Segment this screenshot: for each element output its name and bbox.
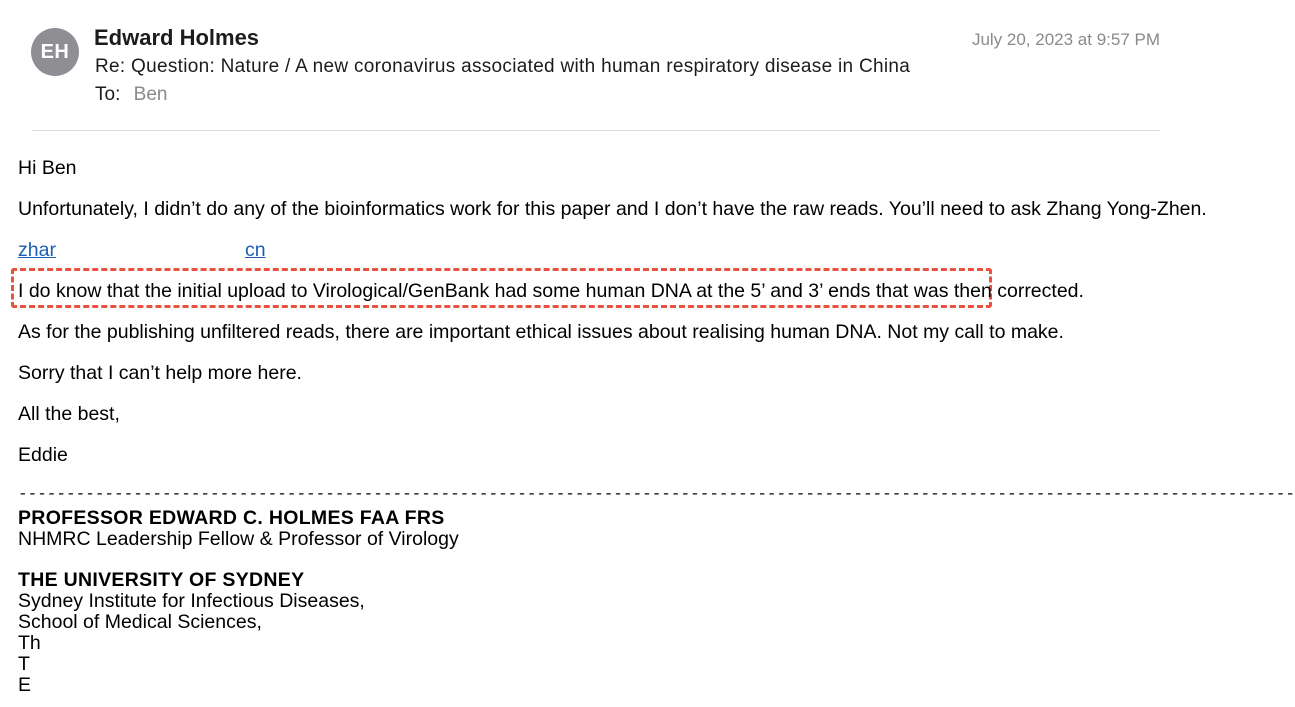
- body-paragraph: As for the publishing unfiltered reads, there are important ethical issues about realising human DNA. Not my call to make.: [18, 321, 1064, 343]
- signature-truncated-line: E: [18, 674, 32, 696]
- signature-title: NHMRC Leadership Fellow & Professor of Virology: [18, 528, 459, 550]
- to-label: To:: [95, 84, 121, 105]
- header-divider: [32, 130, 1160, 131]
- greeting: Hi Ben: [18, 157, 77, 179]
- signature-school: School of Medical Sciences,: [18, 611, 262, 633]
- signature-truncated-line: T: [18, 653, 30, 675]
- signature-separator: -------------------------------------------------------------------------------------------------------------------------------------: [18, 485, 1295, 503]
- signature-name: PROFESSOR EDWARD C. HOLMES FAA FRS: [18, 507, 445, 529]
- email-date: July 20, 2023 at 9:57 PM: [971, 30, 1160, 49]
- body-paragraph: Unfortunately, I didn’t do any of the bioinformatics work for this paper and I don’t have the raw reads. You’ll need to ask Zhang Yong-Zhen.: [18, 198, 1207, 220]
- email-link-domain[interactable]: cn: [245, 239, 266, 261]
- recipient-line: [95, 84, 167, 106]
- email-link-redacted[interactable]: zhar: [18, 239, 56, 261]
- closing: All the best,: [18, 403, 120, 425]
- signature-truncated-line: Th: [18, 632, 41, 654]
- body-paragraph: Sorry that I can’t help more here.: [18, 362, 302, 384]
- signature-university: THE UNIVERSITY OF SYDNEY: [18, 569, 305, 591]
- sender-avatar[interactable]: EH: [31, 28, 79, 76]
- highlighted-paragraph: I do know that the initial upload to Virological/GenBank had some human DNA at the 5’ and 3’ ends that was then corrected.: [18, 280, 1084, 302]
- signature-institute: Sydney Institute for Infectious Diseases,: [18, 590, 365, 612]
- email-subject: Re: Question: Nature / A new coronavirus associated with human respiratory disease in China: [95, 56, 911, 77]
- signoff: Eddie: [18, 444, 68, 466]
- sender-name[interactable]: Edward Holmes: [94, 25, 260, 50]
- email-header: [0, 0, 1200, 132]
- recipient-name[interactable]: Ben: [133, 84, 168, 105]
